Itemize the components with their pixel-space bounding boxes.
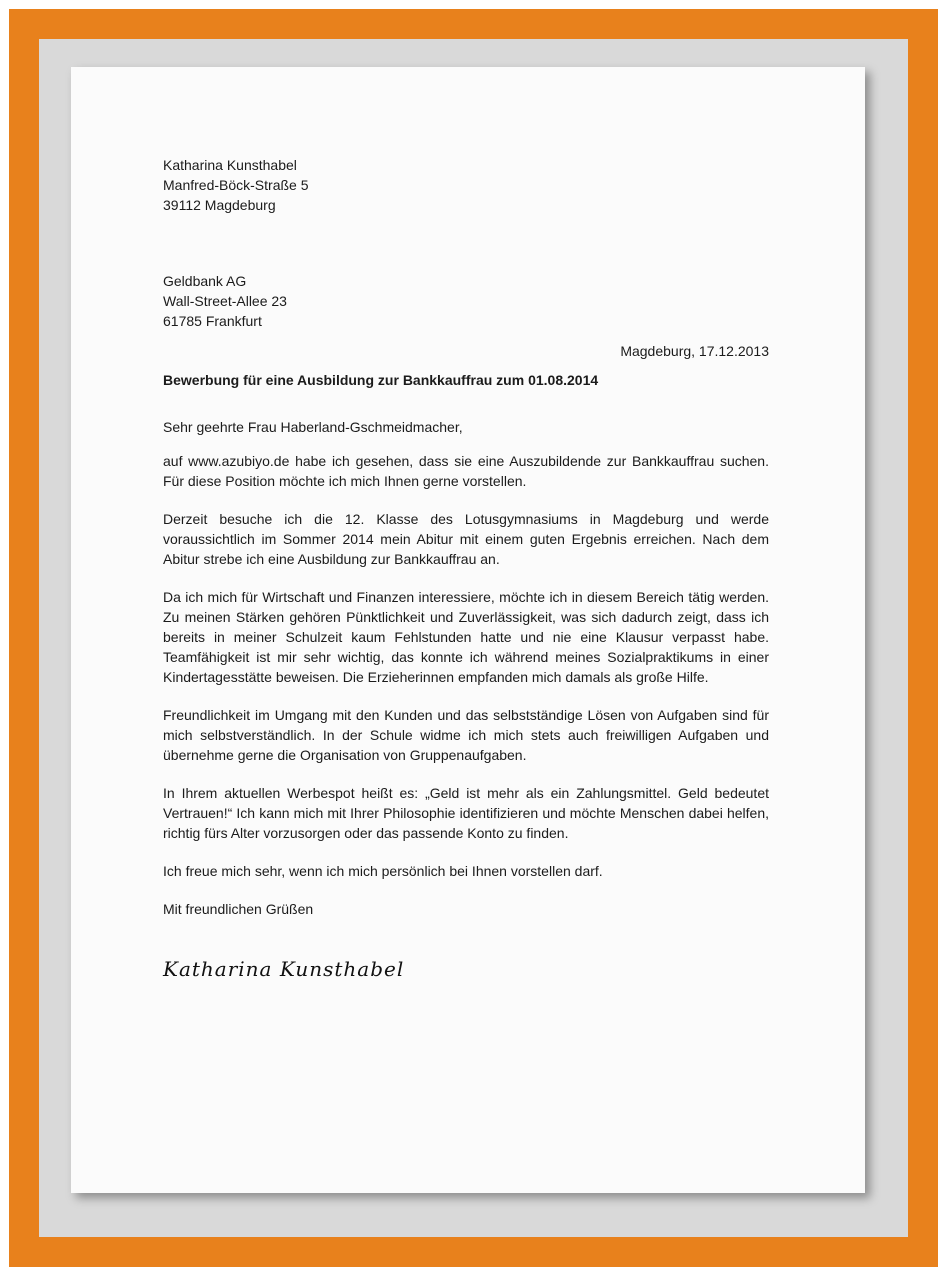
recipient-block — [163, 271, 769, 331]
sender-street: Manfred-Böck-Straße 5 — [163, 177, 309, 193]
page-background — [39, 39, 908, 1237]
body-paragraph: auf www.azubiyo.de habe ich gesehen, dass sie eine Auszubildende zur Bankkauffrau suchen. Für diese Position möchte ich mich Ihnen gerne vorstellen. — [163, 453, 769, 489]
body-paragraph: Freundlichkeit im Umgang mit den Kunden und das selbstständige Lösen von Aufgaben sind für mich selbstverständlich. In der Schule widme ich mich stets auch freiwilligen Aufgaben und übernehme gerne die Organisation von Gruppenaufgaben. — [163, 707, 769, 763]
closing-formula: Mit freundlichen Grüßen — [163, 901, 314, 917]
sender-block — [163, 155, 769, 215]
handwritten-signature: Katharina Kunsthabel — [163, 957, 405, 981]
letter-page — [71, 67, 865, 1193]
body-paragraph: Ich freue mich sehr, wenn ich mich persönlich bei Ihnen vorstellen darf. — [163, 863, 603, 879]
sender-city: 39112 Magdeburg — [163, 197, 276, 213]
subject-line: Bewerbung für eine Ausbildung zur Bankkauffrau zum 01.08.2014 — [163, 372, 599, 388]
recipient-company: Geldbank AG — [163, 273, 247, 289]
body-paragraph: In Ihrem aktuellen Werbespot heißt es: „Geld ist mehr als ein Zahlungsmittel. Geld bedeutet Vertrauen!“ Ich kann mich mit Ihrer Philosophie identifizieren und möchte Menschen dabei helfen, richtig fürs Alter vorzusorgen oder das passende Konto zu finden. — [163, 785, 769, 841]
sender-name: Katharina Kunsthabel — [163, 157, 297, 173]
body-paragraph: Derzeit besuche ich die 12. Klasse des Lotusgymnasiums in Magdeburg und werde voraussichtlich im Sommer 2014 mein Abitur mit einem guten Ergebnis erreichen. Nach dem Abitur strebe ich eine Ausbildung zur Bankkauffrau an. — [163, 511, 769, 567]
recipient-street: Wall-Street-Allee 23 — [163, 293, 287, 309]
body-paragraph: Da ich mich für Wirtschaft und Finanzen interessiere, möchte ich in diesem Bereich tätig werden. Zu meinen Stärken gehören Pünktlichkeit und Zuverlässigkeit, was sich dadurch zeigt, dass ich bereits in meiner Schulzeit kaum Fehlstunden hatte und nie eine Klausur verpasst habe. Teamfähigkeit ist mir sehr wichtig, das konnte ich während meines Sozialpraktikums in einer Kindertagesstätte beweisen. Die Erzieherinnen empfanden mich damals als große Hilfe. — [163, 589, 769, 685]
orange-border-frame — [9, 9, 938, 1267]
recipient-city: 61785 Frankfurt — [163, 313, 262, 329]
salutation: Sehr geehrte Frau Haberland-Gschmeidmacher, — [163, 419, 463, 435]
dateline: Magdeburg, 17.12.2013 — [620, 343, 769, 359]
